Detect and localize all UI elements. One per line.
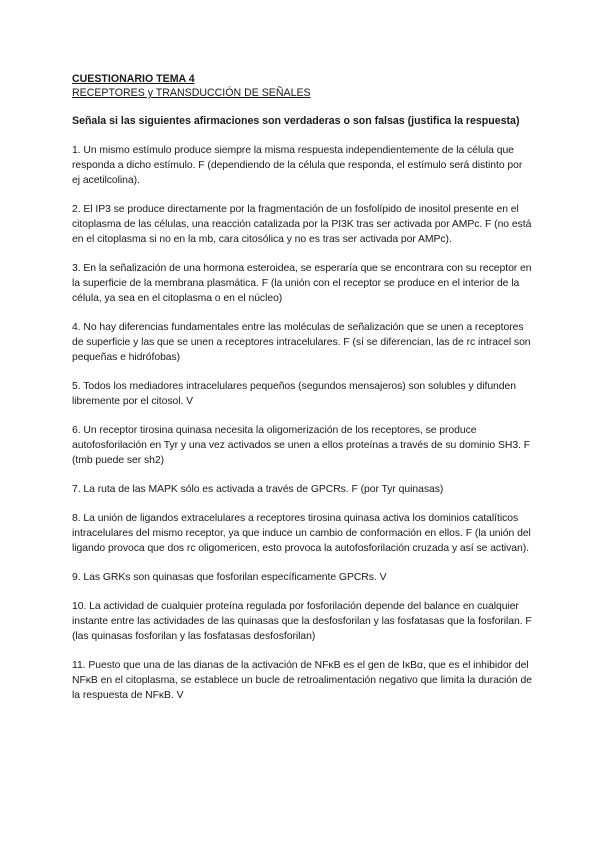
question-3: 3. En la señalización de una hormona esteroidea, se esperaría que se encontrara con su receptor en la superficie de la membrana plasmática. F (la unión con el receptor se produce en el interior de la célula, ya sea en el citoplasma o en el núcleo) <box>72 263 532 304</box>
question-10: 10. La actividad de cualquier proteína regulada por fosforilación depende del balance en cualquier instante entre las actividades de las quinasas que la desfosforilan y las fosfatasas que la fosforilan. F (las quinasas fosforilan y las fosfatasas desfosforilan) <box>72 601 532 642</box>
question-6: 6. Un receptor tirosina quinasa necesita la oligomerización de los receptores, se produce autofosforilación en Tyr y una vez activados se unen a ellos proteínas a través de su dominio SH3. F (tmb puede ser sh2) <box>72 425 531 466</box>
document-subtitle: RECEPTORES y TRANSDUCCIÓN DE SEÑALES <box>72 87 311 99</box>
instructions-heading: Señala si las siguientes afirmaciones son verdaderas o son falsas (justifica la respuesta) <box>72 115 520 127</box>
document-page <box>72 72 532 717</box>
question-1: 1. Un mismo estímulo produce siempre la misma respuesta independientemente de la célula que responda a dicho estímulo. F (dependiendo de la célula que responda, el estímulo será distinto por ej acetilcolina). <box>72 145 523 186</box>
document-title: CUESTIONARIO TEMA 4 <box>72 73 195 85</box>
question-11: 11. Puesto que una de las dianas de la activación de NFκB es el gen de IκBα, que es el inhibidor del NFκB en el citoplasma, se establece un bucle de retroalimentación negativo que limita la duración de la respuesta de NFκB. V <box>72 660 532 701</box>
question-2: 2. El IP3 se produce directamente por la fragmentación de un fosfolípido de inositol presente en el citoplasma de las células, una reacción catalizada por la PI3K tras ser activada por AMPc. F (no está en el citoplasma si no en la mb, cara citosólica y no es tras ser activada por AMPc). <box>72 204 532 245</box>
question-7: 7. La ruta de las MAPK sólo es activada a través de GPCRs. F (por Tyr quinasas) <box>72 484 444 495</box>
question-5: 5. Todos los mediadores intracelulares pequeños (segundos mensajeros) son solubles y difunden libremente por el citosol. V <box>72 381 516 407</box>
question-8: 8. La unión de ligandos extracelulares a receptores tirosina quinasa activa los dominios catalíticos intracelulares del mismo receptor, ya que induce un cambio de conformación en ellos. F (la unión del ligando provoca que dos rc oligomericen, esto provoca la autofosforilación cruzada y así se activan). <box>72 513 531 554</box>
question-9: 9. Las GRKs son quinasas que fosforilan específicamente GPCRs. V <box>72 572 387 583</box>
question-4: 4. No hay diferencias fundamentales entre las moléculas de señalización que se unen a receptores de superficie y las que se unen a receptores intracelulares. F (sí se diferencian, las de rc intracel son pequeñas e hidrófobas) <box>72 322 531 363</box>
